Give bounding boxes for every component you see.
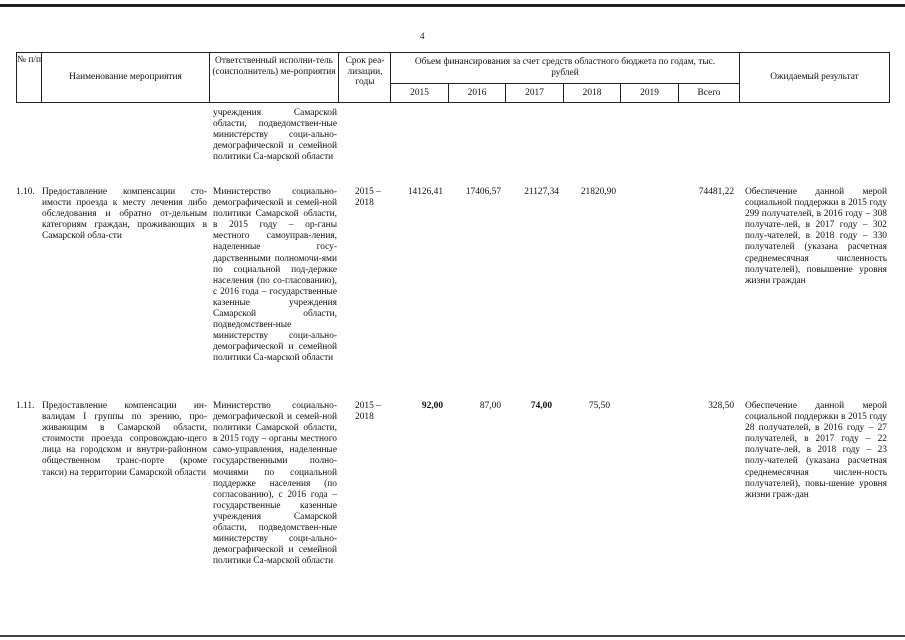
header-year-2019: 2019 [640,88,659,99]
header-year-2017: 2017 [525,88,544,99]
row-value-total: 74481,22 [698,187,734,197]
continuation-executor: учреждения Самарской области, подведомствен-ные министерству соци-ально-демографической и семейной политики Са-марской области [213,108,337,163]
row-name: Предоставление компенсации сто-имости проезда к месту лечения либо обследования и обратно от-дельным категориям граждан, проживающих в Самарской обла-сти [42,187,207,242]
header-year-2016: 2016 [467,88,487,99]
row-value-2016: 17406,57 [465,187,501,197]
header-term: Срок реа-лизации, годы [345,56,385,88]
header-num: № п/п [17,55,41,65]
row-value-2015: 14126,41 [407,187,443,197]
row-executor: Министерство социально-демографической и семей-ной политики Самарской области, в 2015 году – органы местного само-управления, наделенные государственными полно-мочиями по социальной поддержке населения (по согласованию), с 2016 года – государственные казенные учреждения Самарской области, подведомствен-ные министерству соци-ально-демографической и семейной политики Са-марской области [213,401,337,567]
header-year-2018: 2018 [582,88,602,99]
row-term: 2015 – 2018 [355,187,381,209]
row-name: Предоставление компенсации ин-валидам I группы по зрению, про-живающим в Самарской области, стоимости проезда сопровождаю-щего лица на городском и внутри-районном общественном транс-порте (кроме такси) на территории Самарской области [42,401,207,478]
header-executor: Ответственный исполни-тель (соисполнитель) ме-роприятия [212,56,336,77]
header-funding: Объем финансирования за счет средств областного бюджета по годам, тыс. рублей [414,57,716,78]
row-value-2016: 87,00 [479,401,501,411]
header-name: Наименование мероприятия [69,72,182,83]
row-value-total: 328,50 [708,401,734,411]
row-term: 2015 – 2018 [355,401,381,423]
row-result: Обеспечение данной мерой социальной поддержки в 2015 году 299 получателей, в 2016 году – 308 получате-лей, в 2017 году – 302 полу-чателей, в 2018 году – 330 получателей (указана расчетная среднемесячная численность получателей), повышение уровня жизни граждан [745,187,887,286]
row-executor: Министерство социально-демографической и семей-ной политики Самарской области, в 2015 году – ор-ганы местного самоуправ-ления, наделенные госу-дарственными полномочи-ями по социальной под-держке населения (по со-гласованию), с 2016 года – государственные казенные учреждения Самарской области, подведомствен-ные министерству соци-ально-демографической и семейной политики Са-марской области [213,187,337,364]
row-value-2017: 21127,34 [524,187,559,197]
row-result: Обеспечение данной мерой социальной поддержки в 2015 году 28 получателей, в 2016 году – 27 получателей, в 2017 году – 22 получате-лей, в 2018 году – 23 полу-чателей (указана расчетная среднемесячная числен-ность получателей), повы-шение уровня жизни граж-дан [745,401,887,500]
row-value-2015: 92,00 [421,401,443,411]
row-value-2018: 21820,90 [580,187,616,197]
row-number: 1.10. [16,187,35,197]
page-number: 4 [420,31,425,41]
top-rule [0,4,905,7]
header-year-total: Всего [697,88,721,99]
row-number: 1.11. [16,401,35,411]
header-year-2015: 2015 [410,88,429,99]
header-result: Ожидаемый результат [770,72,859,83]
row-value-2018: 75,50 [588,401,610,411]
bottom-rule [0,635,905,637]
row-value-2017: 74,00 [530,401,552,411]
